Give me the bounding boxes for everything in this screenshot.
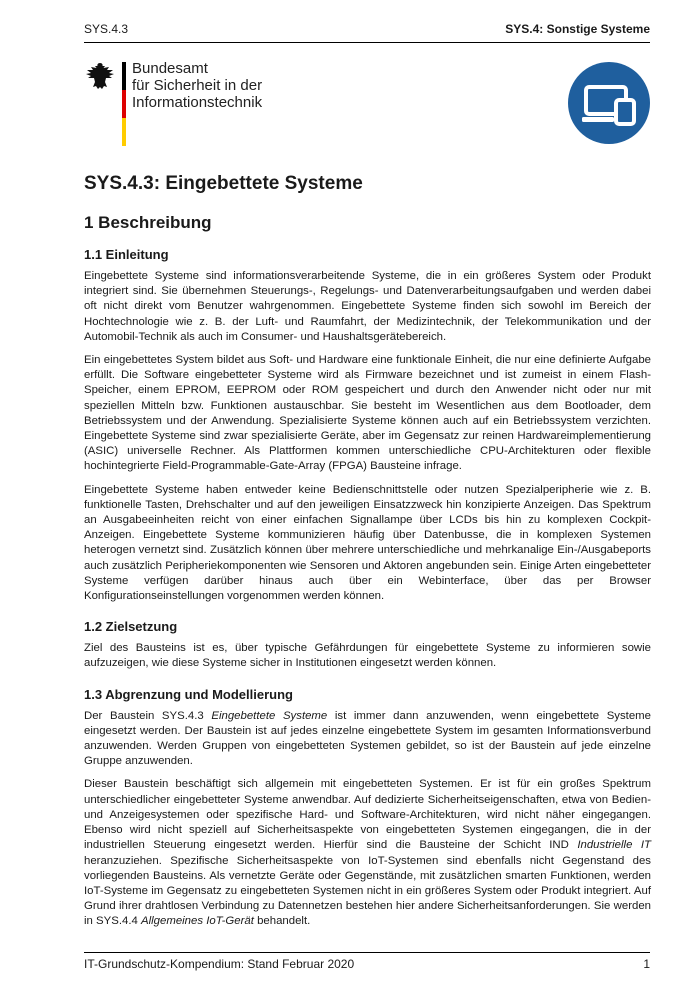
page-title: SYS.4.3: Eingebettete Systeme (84, 173, 363, 194)
footer-edition: IT-Grundschutz-Kompendium: Stand Februar 2020 (84, 957, 355, 971)
subsection-heading-einleitung: 1.1 Einleitung (84, 247, 169, 262)
devices-icon (568, 62, 650, 144)
section-heading-beschreibung: 1 Beschreibung (84, 213, 212, 232)
subsection-heading-abgrenzung: 1.3 Abgrenzung und Modellierung (84, 686, 293, 702)
text-run: heranzuziehen. Spezifische Sicherheitsaspekte von IoT-Systemen sind ebenfalls nicht Gegenstand des vorliegenden Bausteins. Als vernetzte Geräte oder Gegenstände, mit zusätzlichen smarten Funktionen, werden IoT-Systeme im Gegensatz zu eingebetteten Systemen nicht in ein größeres System oder Produkt integriert. Auf Grund ihrer drahtlosen Verbindung zu Datennetzen bestehen hier andere Sicherheitsanforderungen. Sie werden in SYS.4.4 (84, 854, 651, 928)
page-content (84, 172, 651, 938)
paragraph (84, 777, 651, 929)
module-reference: Eingebettete Systeme (211, 709, 328, 722)
module-reference: Allgemeines IoT-Gerät (141, 915, 254, 928)
text-run: Dieser Baustein beschäftigt sich allgemein mit eingebetteten Systemen. Er ist für ein großes Spektrum unterschiedlicher eingebetteter Systeme anwendbar. Auf dedizierte Sicherheitseigenschaften, etwa von Bedien- und Anzeigesystemen oder spezifische Hard- und Software-Architekturen, wird nicht näher eingegangen. Ebenso wird nicht speziell auf Sicherheitsaspekte von eingebetteten Systemen eingegangen, die in der industriellen Steuerung eingesetzt werden. Hierfür sind die Bausteine der Schicht IND (84, 778, 651, 852)
page-header (84, 22, 650, 43)
paragraph (84, 709, 651, 770)
bsi-logo (84, 60, 264, 146)
subsection-heading-zielsetzung: 1.2 Zielsetzung (84, 619, 178, 635)
page-number: 1 (643, 957, 650, 971)
header-module-id: SYS.4.3 (84, 22, 129, 36)
paragraph: Eingebettete Systeme sind informationsverarbeitende Systeme, die in ein größeres System oder Produkt integriert sind. Sie übernehmen Steuerungs-, Regelungs- und Datenverarbeitungsaufgaben und werden dabei oft nicht direkt vom Benutzer wahrgenommen. Eingebettete Systeme finden sich sowohl im Bereich der Hochtechnologie wie z. B. der Luft- und Raumfahrt, der Medizintechnik, der Telekommunikation und der Automobil-Technik als auch im Consumer- und Haushaltsgerätebereich. (84, 270, 651, 343)
paragraph: Eingebettete Systeme haben entweder keine Bedienschnittstelle oder nutzen Spezialperipherie wie z. B. funktionelle Tasten, Drehschalter und auf den jeweiligen Einsatzzweck hin konzipierte Anzeigen. Das Spektrum an Ausgabeeinheiten reicht von einer einfachen Signallampe über LCDs bis hin zu komplexen Cockpit-Anzeigen. Eingebettete Systeme kommunizieren häufig über Datenbusse, die in komplexen Systemen heterogen vernetzt sind. Zusätzlich können über mehrere unterschiedliche und mehrkanalige Ein-/Ausgabeports auch zusätzlich Peripheriekomponenten wie Sensoren und Aktoren angebunden sein. Einige Arten eingebetteter Systeme verfügen darüber hinaus auch über ein Webinterface, über das per Browser Konfigurationseinstellungen vorgenommen werden können. (84, 483, 651, 603)
org-line-3: Informationstechnik (132, 94, 263, 111)
text-run: Der Baustein SYS.4.3 (84, 709, 212, 722)
federal-eagle-icon (84, 60, 116, 92)
header-layer-title: SYS.4: Sonstige Systeme (505, 22, 650, 36)
organization-name (132, 60, 262, 111)
layer-reference: Industrielle IT (577, 839, 652, 852)
page-footer (84, 952, 650, 977)
org-line-2: für Sicherheit in der (132, 77, 263, 94)
text-run: behandelt. (253, 915, 311, 928)
paragraph: Ein eingebettetes System bildet aus Soft- und Hardware eine funktionale Einheit, die nur eine definierte Aufgabe erfüllt. Die Software eingebetteter Systeme wird als Firmware bezeichnet und ist zumeist in einem Flash-Speicher, einem EPROM, EEPROM oder ROM gespeichert und durch den Anwender nicht oder nur mit speziellen Mitteln bzw. Funktionen austauschbar. Sie besteht im Wesentlichen aus dem Bootloader, dem Betriebssystem und der Anwendung. Spezialisierte Systeme können auch auf ein Betriebssystem verzichten. Eingebettete Systeme sind zwar spezialisierte Geräte, aber im Gegensatz zur reinen Hardwareimplementierung (ASIC) universelle Rechner. Als Plattformen kommen unterschiedliche CPU-Architekturen oder flexible hochintegrierte Field-Programmable-Gate-Array (FPGA) Bausteine infrage. (84, 354, 651, 473)
paragraph: Ziel des Bausteins ist es, über typische Gefährdungen für eingebettete Systeme zu informieren sowie aufzuzeigen, wie diese Systeme sicher in Institutionen eingesetzt werden können. (84, 642, 651, 670)
flag-stripes (122, 62, 126, 146)
org-line-1: Bundesamt (132, 60, 208, 77)
text-run: ist immer dann anzuwenden, wenn eingebettete Systeme eingesetzt werden. Der Baustein ist auf jedes einzelne eingebettete System im gesamten Informationsverbund anzuwenden. Werden Gruppen von eingebetteten Systemen gebildet, so ist der Baustein auf jede einzelne Gruppe anzuwenden. (84, 709, 652, 768)
